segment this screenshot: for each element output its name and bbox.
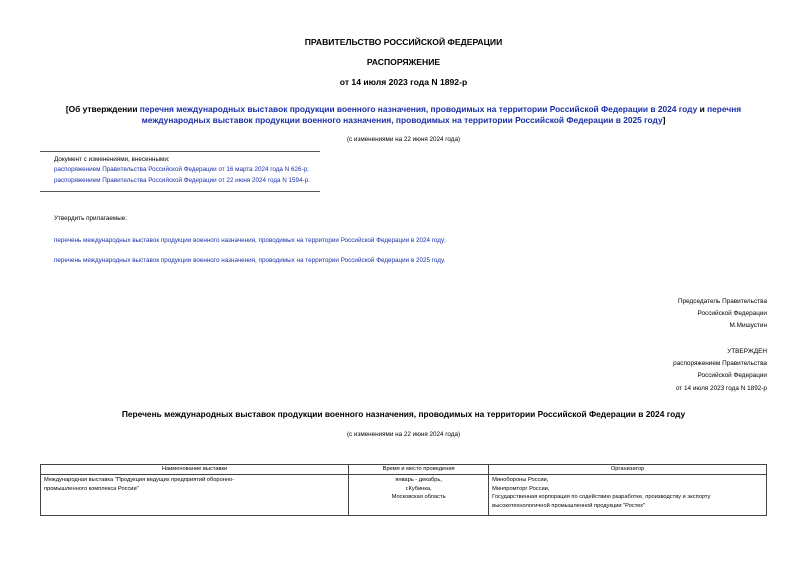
edition-note: (с изменениями на 22 июня 2024 года) [346,136,461,143]
time-place-line: г.Кубинка, [405,485,432,492]
amendments-block [54,155,310,185]
approved-by: распоряжением Правительства [673,360,767,368]
document-title [40,104,767,126]
organizer-line: Минпромторг России, [492,485,550,492]
amendment-link-626[interactable]: распоряжением Правительства Российской Федерации от 16 марта 2024 года N 626-р; [54,166,309,174]
signature-position: Председатель Правительства [678,298,767,305]
column-header-organizer: Организатор [489,465,767,475]
government-heading: ПРАВИТЕЛЬСТВО РОССИЙСКОЙ ФЕДЕРАЦИИ [304,37,503,47]
organizer-line: Государственная корпорация по содействию разработке, производству и экспорту [492,494,711,501]
title-link-2025-list[interactable]: перечня международных выставок продукции военного назначения, проводимых на территории Российской Федерации в 2025 году [141,104,742,125]
table-row [41,475,767,516]
signature-country: Российской Федерации [697,310,767,318]
time-place-line: январь - декабрь, [395,477,442,483]
cell-exhibition-name [41,475,349,516]
column-header-name: Наименование выставки [41,465,349,475]
cell-time-place [349,475,489,516]
signature-block [678,296,767,333]
list-title: Перечень международных выставок продукции военного назначения, проводимых на территории Российской Федерации в 2024 году [121,409,686,419]
approve-text: Утвердить прилагаемые: [54,215,127,222]
time-place-line: Московская область [391,494,446,501]
exhibition-name-line: Международная выставка "Продукция ведущих предприятий оборонно- [44,477,235,483]
signature-name: М.Мишустин [729,322,767,330]
amendments-top-rule [40,151,320,152]
title-link-2024-list[interactable]: перечня международных выставок продукции военного назначения, проводимых на территории Российской Федерации в 2024 году [139,104,698,114]
approved-date: от 14 июля 2023 года N 1892-р [675,384,767,392]
title-close-bracket: ] [662,115,666,125]
amendments-heading: Документ с изменениями, внесенными: [54,156,170,163]
approved-block [673,346,767,395]
organizer-line: Минобороны России, [492,477,549,483]
list-edition-note: (с изменениями на 22 июня 2024 года) [346,431,461,438]
column-header-time-place: Время и место проведения [349,465,489,475]
organizer-line: высокотехнологичной промышленной продукции "Ростех" [492,502,646,509]
title-open-bracket: [Об утверждении [65,104,140,114]
table-header-row [41,465,767,475]
document-type: РАСПОРЯЖЕНИЕ [366,57,441,67]
list-link-2024[interactable]: перечень международных выставок продукции военного назначения, проводимых на территории Российской Федерации в 2024 году; [54,237,446,244]
cell-organizer [489,475,767,516]
exhibitions-table [40,464,767,516]
approved-country: Российской Федерации [697,372,767,380]
title-and: и [697,104,708,114]
list-link-2025[interactable]: перечень международных выставок продукции военного назначения, проводимых на территории Российской Федерации в 2025 году. [54,257,446,264]
approved-heading: УТВЕРЖДЕН [727,348,767,355]
exhibition-name-line: промышленного комплекса России" [44,485,139,492]
document-date-number: от 14 июля 2023 года N 1892-р [339,77,468,87]
amendment-link-1594[interactable]: распоряжением Правительства Российской Федерации от 22 июня 2024 года N 1594-р. [54,176,310,184]
amendments-bottom-rule [40,191,320,192]
